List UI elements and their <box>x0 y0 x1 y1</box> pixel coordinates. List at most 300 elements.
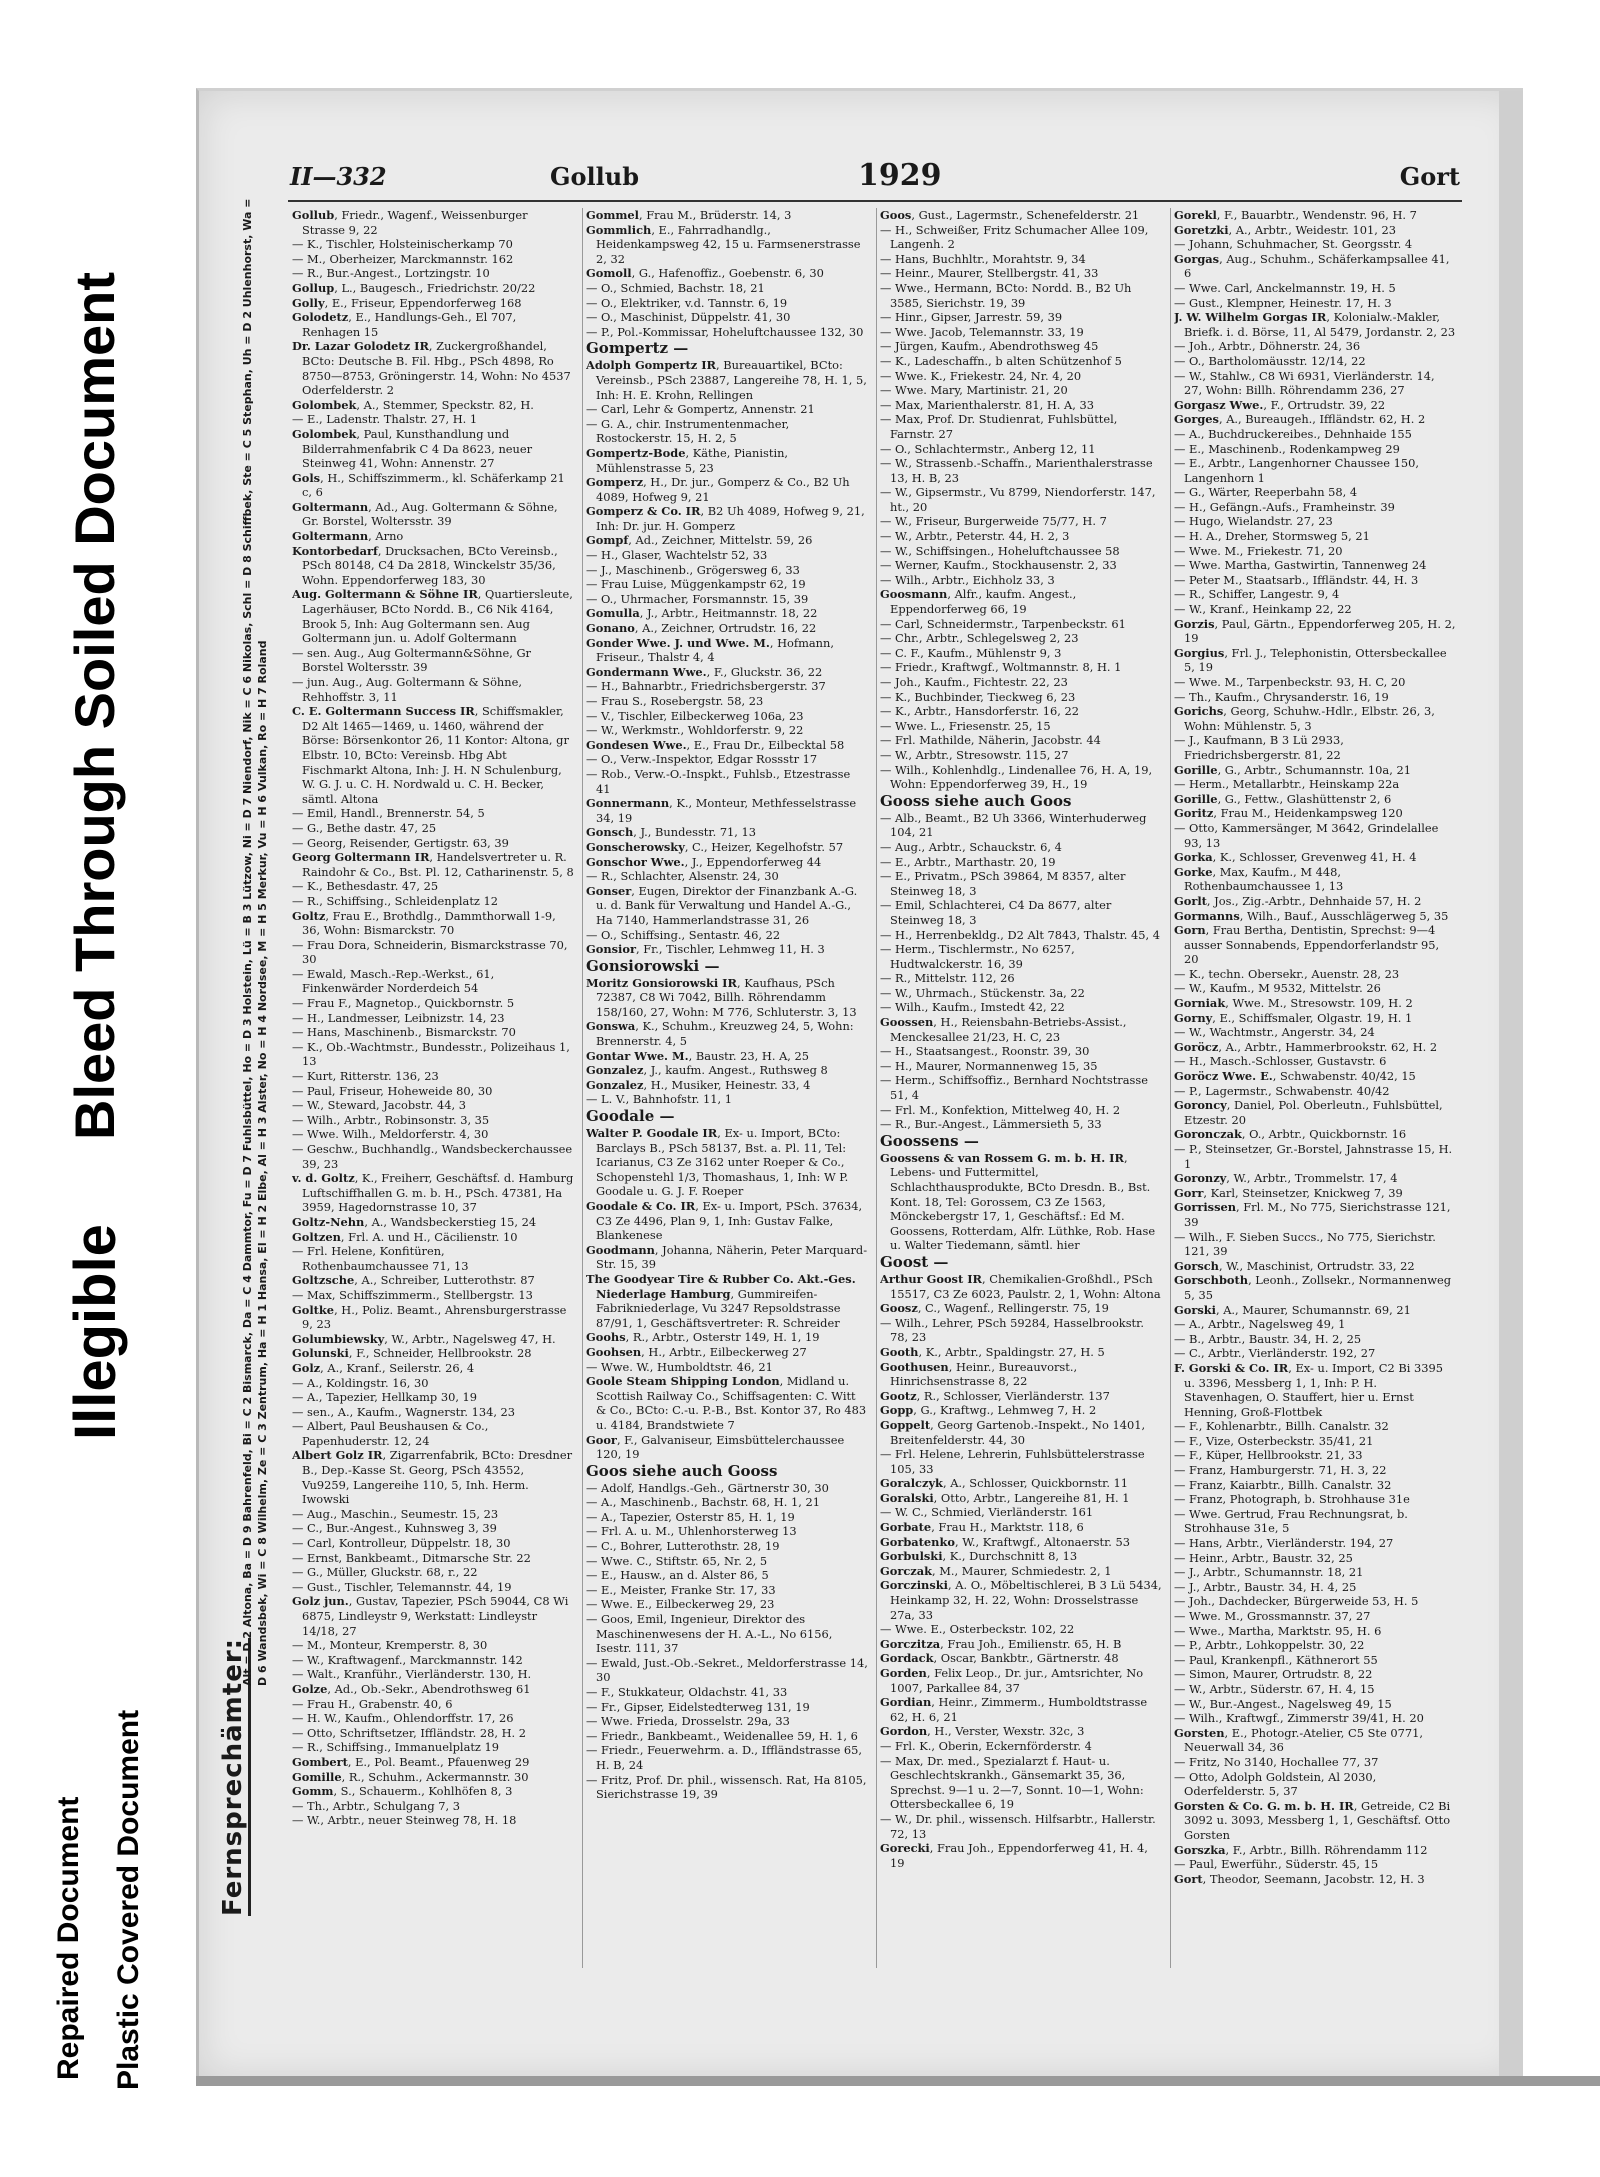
directory-entry: Kontorbedarf, Drucksachen, BCto Vereinsb., PSch 80148, C4 Da 2818, Winckelstr 35/36, Wohn. Eppendorferweg 183, 30 <box>292 543 558 587</box>
directory-entry: — R., Bur.-Angest., Lortzingstr. 10 <box>292 266 490 281</box>
directory-entry: Goltzsche, A., Schreiber, Lutterothstr. 87 <box>292 1273 535 1288</box>
directory-entry: — Frau H., Grabenstr. 40, 6 <box>292 1696 453 1711</box>
directory-entry: Gormanns, Wilh., Bauf., Ausschlägerweg 5, 35 <box>1174 908 1449 923</box>
directory-entry: — Frl. A. u. M., Uhlenhorsterweg 13 <box>586 1524 797 1539</box>
directory-entry: — Frau F., Magnetop., Quickbornstr. 5 <box>292 996 515 1011</box>
directory-entry: Gordon, H., Verster, Wexstr. 32c, 3 <box>880 1724 1085 1739</box>
directory-entry: — Aug., Arbtr., Schauckstr. 6, 4 <box>880 839 1062 854</box>
directory-entry: Goossen, H., Reiensbahn-Betriebs-Assist., Menckesallee 21/23, H. C, 23 <box>880 1015 1127 1044</box>
page-shadow <box>196 2076 1600 2086</box>
directory-entry: — O., Schiffsing., Sentastr. 46, 22 <box>586 927 781 942</box>
directory-entry: Gommlich, E., Fahrradhandlg., Heidenkampsweg 42, 15 u. Farmsenerstrasse 2, 32 <box>586 222 861 266</box>
directory-entry: — Wwe. Mary, Martinistr. 21, 20 <box>880 383 1068 398</box>
directory-entry: Goröcz Wwe. E., Schwabenstr. 40/42, 15 <box>1174 1069 1416 1084</box>
directory-entry: Gorgas, Aug., Schuhm., Schäferkampsallee 41, 6 <box>1174 251 1450 281</box>
repaired-stamp: Repaired Document <box>52 1796 85 2080</box>
directory-entry: Goodmann, Johanna, Näherin, Peter Marquard-Str. 15, 39 <box>586 1242 868 1272</box>
directory-entry: — W., Kraftwagenf., Marckmannstr. 142 <box>292 1652 523 1667</box>
directory-entry: — Hugo, Wielandstr. 27, 23 <box>1174 514 1333 529</box>
directory-entry: — Wwe. Frieda, Drosselstr. 29a, 33 <box>586 1714 790 1729</box>
directory-entry: Gorczinski, A. O., Möbeltischlerei, B 3 Lü 5434, Heinkamp 32, H. 22, Wohn: Drosselstrasse 27a, 33 <box>880 1578 1162 1622</box>
directory-entry: Goohsen, H., Arbtr., Eilbeckerweg 27 <box>586 1344 807 1359</box>
directory-entry: — Wilh., Arbtr., Robinsonstr. 3, 35 <box>292 1112 490 1127</box>
directory-entry: — W., Arbtr., Süderstr. 67, H. 4, 15 <box>1174 1681 1375 1696</box>
directory-entry: — H., Maurer, Normannenweg 15, 35 <box>880 1058 1098 1073</box>
directory-entry: Golly, E., Friseur, Eppendorferweg 168 <box>292 295 522 310</box>
directory-entry: — A., Arbtr., Nagelsweg 49, 1 <box>1174 1317 1346 1332</box>
directory-entry: — Fr., Gipser, Eidelstedterweg 131, 19 <box>586 1699 810 1714</box>
directory-entry: Gollup, L., Baugesch., Friedrichstr. 20/22 <box>292 280 536 295</box>
directory-entry: — Wwe. E., Osterbeckstr. 102, 22 <box>880 1622 1075 1637</box>
directory-entry: — Frl. K., Oberin, Eckernförderstr. 4 <box>880 1738 1092 1753</box>
directory-entry: Adolph Gompertz IR, Bureauartikel, BCto: Vereinsb., PSch 23887, Langereihe 78, H. 1, 5, Inh: H. E. Krohn, Rellingen <box>586 358 867 402</box>
directory-entry: — Frl. Mathilde, Näherin, Jacobstr. 44 <box>880 733 1101 748</box>
directory-entry: Gonschor Wwe., J., Eppendorferweg 44 <box>586 854 822 869</box>
directory-entry: Goohs, R., Arbtr., Osterstr 149, H. 1, 19 <box>586 1330 820 1345</box>
directory-entry: — H., Landmesser, Leibnizstr. 14, 23 <box>292 1010 505 1025</box>
directory-entry: — C., Bohrer, Lutterothstr. 28, 19 <box>586 1539 780 1554</box>
directory-entry: Goost — <box>880 1252 949 1271</box>
directory-entry: — C., Arbtr., Vierländerstr. 192, 27 <box>1174 1346 1376 1361</box>
directory-entry: — Th., Arbtr., Schulgang 7, 3 <box>292 1798 460 1813</box>
directory-entry: — A., Maschinenb., Bachstr. 68, H. 1, 21 <box>586 1495 820 1510</box>
directory-entry: — W. C., Schmied, Vierländerstr. 161 <box>880 1505 1094 1520</box>
directory-entry: — A., Koldingstr. 16, 30 <box>292 1375 429 1390</box>
directory-entry: — Walt., Kranführ., Vierländerstr. 130, H. <box>292 1667 532 1682</box>
directory-entry: — W., Wachtmstr., Angerstr. 34, 24 <box>1174 1025 1375 1040</box>
directory-entry: — O., Schmied, Bachstr. 18, 21 <box>586 280 765 295</box>
directory-entry: The Goodyear Tire & Rubber Co. Akt.-Ges. Niederlage Hamburg, Gummireifen-Fabrikniederlage, Vu 3247 Repsoldstrasse 87/91, 1, Geschäftsvertreter: R. Schreider <box>586 1271 856 1330</box>
page-edge <box>1499 91 1523 2079</box>
directory-entry: Gorsch, W., Maschinist, Ortrudstr. 33, 22 <box>1174 1258 1415 1273</box>
directory-entry: — W., Werkmstr., Wohldorferstr. 9, 22 <box>586 723 804 738</box>
directory-column-2 <box>586 208 868 1968</box>
directory-entry: — Franz, Kaiarbtr., Billh. Canalstr. 32 <box>1174 1477 1392 1492</box>
directory-entry: — Wwe., Martha, Marktstr. 95, H. 6 <box>1174 1623 1382 1638</box>
directory-entry: — Max, Schiffszimmerm., Stellbergstr. 13 <box>292 1287 533 1302</box>
directory-entry: — Wwe. L., Friesenstr. 25, 15 <box>880 718 1051 733</box>
directory-entry: Goor, F., Galvaniseur, Eimsbüttelerchaussee 120, 19 <box>586 1432 845 1462</box>
directory-entry: — sen., A., Kaufm., Wagnerstr. 134, 23 <box>292 1404 516 1419</box>
directory-entry: Gorsten & Co. G. m. b. H. IR, Getreide, C2 Bi 3092 u. 3093, Messberg 1, 1, Geschäftsf. Otto Gorsten <box>1174 1798 1451 1842</box>
directory-entry: Gonano, A., Zeichner, Ortrudstr. 16, 22 <box>586 621 817 636</box>
directory-entry: — O., Maschinist, Düppelstr. 41, 30 <box>586 310 791 325</box>
directory-entry: Goltzen, Frl. A. und H., Cäcilienstr. 10 <box>292 1229 518 1244</box>
directory-entry: Gorke, Max, Kaufm., M 448, Rothenbaumchaussee 1, 13 <box>1174 864 1344 894</box>
directory-entry: Gorges, A., Bureaugeh., Iffländstr. 62, H. 2 <box>1174 412 1426 427</box>
exchange-codes: Alt = D 2 Altona, Ba = D 9 Bahrenfeld, Bi = C 2 Bismarck, Da = C 4 Dammtor, Fu = D 7 Fuhlsbüttel, Ho = D 3 Holstein, Lü = B 3 Lützow, Ni = D 7 Niendorf, Nik = C 6 Nikolas, Schl = D 8 Schiffbek, Ste = C 5 Stephan, Uh = D 2 Uhlenhorst, Wa = D 6 Wandsbek, Wi = C 8 Wilhelm, Ze = C 3 Zentrum, Ha = H 1 Hansa, El = H 2 Elbe, Al = H 3 Alster, No = H 4 Nordsee, M = H 5 Merkur, Vu = H 6 Vulkan, Ro = H 7 Roland <box>241 198 269 1686</box>
header-first-entry: Gollub <box>550 162 639 191</box>
directory-entry: — H. A., Dreher, Stormsweg 5, 21 <box>1174 529 1370 544</box>
directory-entry: Goppelt, Georg Gartenob.-Inspekt., No 1401, Breitenfelderstr. 44, 30 <box>880 1417 1146 1447</box>
directory-entry: — W., Arbtr., neuer Steinweg 78, H. 18 <box>292 1813 517 1828</box>
directory-entry: — Fritz, No 3140, Hochallee 77, 37 <box>1174 1754 1379 1769</box>
directory-entry: — Herm., Schiffsoffiz., Bernhard Nochtstrasse 51, 4 <box>880 1073 1148 1103</box>
directory-entry: — Emil, Schlachterei, C4 Da 8677, alter Steinweg 18, 3 <box>880 898 1112 927</box>
directory-entry: Gorgasz Wwe., F., Ortrudstr. 39, 22 <box>1174 397 1386 412</box>
directory-entry: — H. W., Kaufm., Ohlendorffstr. 17, 26 <box>292 1711 514 1726</box>
directory-entry: — Carl, Lehr & Gompertz, Annenstr. 21 <box>586 402 815 417</box>
directory-entry: — Wwe. C., Stiftstr. 65, Nr. 2, 5 <box>586 1553 768 1568</box>
fernsprech-label: Fernsprechämter: <box>218 1638 251 1916</box>
directory-entry: Gorbatenko, W., Kraftwgf., Altonaerstr. 53 <box>880 1534 1130 1549</box>
directory-entry: — Friedr., Kraftwgf., Woltmannstr. 8, H. 1 <box>880 660 1122 675</box>
directory-entry: — J., Maschinenb., Grögersweg 6, 33 <box>586 562 800 577</box>
directory-entry: — Frau S., Rosebergstr. 58, 23 <box>586 694 764 708</box>
directory-entry: — B., Arbtr., Baustr. 34, H. 2, 25 <box>1174 1331 1362 1346</box>
directory-entry: — K., Bethesdastr. 47, 25 <box>292 879 439 894</box>
directory-entry: Moritz Gonsiorowski IR, Kaufhaus, PSch 72387, C8 Wi 7042, Billh. Röhrendamm 158/160, 27, Wohn: M 776, Schluterstr. 3, 13 <box>586 975 857 1019</box>
directory-entry: — Fritz, Prof. Dr. phil., wissensch. Rat, Ha 8105, Sierichstrasse 19, 39 <box>586 1772 867 1802</box>
page-number: II—332 <box>290 162 387 191</box>
directory-entry: — Emil, Handl., Brennerstr. 54, 5 <box>292 806 485 821</box>
directory-entry: — G., Wärter, Reeperbahn 58, 4 <box>1174 485 1358 500</box>
directory-entry: — H., Schweißer, Fritz Schumacher Allee 109, Langenh. 2 <box>880 222 1149 252</box>
directory-entry: Gondermann Wwe., F., Gluckstr. 36, 22 <box>586 664 823 679</box>
directory-entry: Gonzalez, H., Musiker, Heinestr. 33, 4 <box>586 1077 811 1092</box>
directory-entry: — G., Müller, Gluckstr. 68, r., 22 <box>292 1565 478 1580</box>
header-year: 1929 <box>858 158 942 193</box>
directory-entry: — Th., Kaufm., Chrysanderstr. 16, 19 <box>1174 689 1389 704</box>
directory-column-4 <box>1174 208 1456 1968</box>
directory-entry: — E., Meister, Franke Str. 17, 33 <box>586 1582 776 1597</box>
directory-entry: — M., Monteur, Kremperstr. 8, 30 <box>292 1638 488 1653</box>
directory-entry: — Frl. Helene, Lehrerin, Fuhlsbüttelerstrasse 105, 33 <box>880 1447 1145 1476</box>
directory-entry: — Paul, Ewerführ., Süderstr. 45, 15 <box>1174 1857 1379 1872</box>
directory-entry: — O., Verw.-Inspektor, Edgar Rossstr 17 <box>586 752 818 767</box>
directory-entry: Goodale — <box>586 1107 675 1126</box>
directory-column-3 <box>880 208 1162 1968</box>
directory-entry: Gonscherowsky, C., Heizer, Kegelhofstr. 57 <box>586 839 844 854</box>
directory-entry: Gorczak, M., Maurer, Schmiedestr. 2, 1 <box>880 1563 1112 1578</box>
directory-entry: — Wilh., Kraftwgf., Zimmerstr 39/41, H. 20 <box>1174 1711 1424 1726</box>
directory-entry: — H., Masch.-Schlosser, Gustavstr. 6 <box>1174 1054 1387 1069</box>
directory-entry: — H., Gefängn.-Aufs., Framheinstr. 39 <box>1174 499 1395 514</box>
directory-entry: — Wilh., Kaufm., Imstedt 42, 22 <box>880 1000 1065 1015</box>
directory-entry: Gomperz & Co. IR, B2 Uh 4089, Hofweg 9, 21, Inh: Dr. jur. H. Gomperz <box>586 504 865 533</box>
directory-entry: Goretzki, A., Arbtr., Weidestr. 101, 23 <box>1174 222 1396 237</box>
directory-entry: Gollub, Friedr., Wagenf., Weissenburger Strasse 9, 22 <box>292 208 528 237</box>
directory-entry: — Hinr., Gipser, Jarrestr. 59, 39 <box>880 310 1063 325</box>
page-header <box>290 158 1460 198</box>
directory-entry: — Wilh., Lehrer, PSch 59284, Hasselbrookstr. 78, 23 <box>880 1315 1144 1345</box>
directory-entry: — F., Küper, Hellbrookstr. 21, 33 <box>1174 1448 1363 1463</box>
directory-entry: — P., Steinsetzer, Gr.-Borstel, Jahnstrasse 15, H. 1 <box>1174 1142 1453 1171</box>
directory-entry: F. Gorski & Co. IR, Ex- u. Import, C2 Bi 3395 u. 3396, Messberg 1, 1, Inh: P. H. Stavenhagen, O. Stauffert, hier u. Ernst Henning, Groß-Flottbek <box>1174 1360 1443 1419</box>
directory-entry: — J., Kaufmann, B 3 Lü 2933, Friedrichsbergerstr. 81, 22 <box>1174 733 1344 762</box>
directory-entry: Gorschboth, Leonh., Zollsekr., Normannenweg 5, 35 <box>1174 1273 1451 1302</box>
directory-entry: — Jürgen, Kaufm., Abendrothsweg 45 <box>880 339 1099 354</box>
directory-entry: Goole Steam Shipping London, Midland u. Scottish Railway Co., Schiffsagenten: C. Witt & Co., BCto: C.-u. P.-B., Bst. Kontor 37, Ro 483 u. 4184, Brandstwiete 7 <box>586 1374 867 1432</box>
column-divider <box>582 208 583 1968</box>
directory-entry: Goos, Gust., Lagermstr., Schenefelderstr. 21 <box>880 208 1140 222</box>
directory-entry: Gondesen Wwe., E., Frau Dr., Eilbecktal 58 <box>586 737 845 752</box>
directory-entry: — Johann, Schuhmacher, St. Georgsstr. 4 <box>1174 237 1413 252</box>
directory-entry: — F., Kohlenarbtr., Billh. Canalstr. 32 <box>1174 1419 1389 1434</box>
directory-entry: — Wilh., F. Sieben Succs., No 775, Sierichstr. 121, 39 <box>1174 1229 1436 1259</box>
directory-entry: — P., Lagermstr., Schwabenstr. 40/42 <box>1174 1083 1390 1098</box>
directory-entry: — jun. Aug., Aug. Goltermann & Söhne, Rehhoffstr. 3, 11 <box>292 675 522 704</box>
directory-entry: — L. V., Bahnhofstr. 11, 1 <box>586 1092 732 1107</box>
directory-entry: — W., Stahlw., C8 Wi 6931, Vierländerstr. 14, 27, Wohn: Billh. Röhrendamm 236, 27 <box>1174 368 1435 398</box>
directory-entry: Gonzalez, J., kaufm. Angest., Ruthsweg 8 <box>586 1063 828 1078</box>
directory-entry: Golunski, F., Schneider, Hellbrookstr. 28 <box>292 1346 532 1361</box>
directory-entry: Gordian, Heinr., Zimmerm., Humboldtstrasse 62, H. 6, 21 <box>880 1695 1148 1724</box>
directory-entry: Goronczak, O., Arbtr., Quickbornstr. 16 <box>1174 1127 1407 1142</box>
directory-entry: — K., Ladeschaffn., b alten Schützenhof 5 <box>880 353 1122 368</box>
directory-entry: — Aug., Maschin., Seumestr. 15, 23 <box>292 1506 499 1521</box>
directory-entry: Gonser, Eugen, Direktor der Finanzbank A.-G. u. d. Bank für Verwaltung und Handel A.-G., Ha 7140, Hammerlandstrasse 31, 26 <box>586 883 858 927</box>
directory-entry: — F., Stukkateur, Oldachstr. 41, 33 <box>586 1685 788 1699</box>
directory-entry: — Otto, Schriftsetzer, Iffländstr. 28, H. 2 <box>292 1725 527 1740</box>
directory-entry: — Ewald, Masch.-Rep.-Werkst., 61, Finkenwärder Norderdeich 54 <box>292 966 495 996</box>
directory-entry: — F., Vize, Osterbeckstr. 35/41, 21 <box>1174 1433 1374 1448</box>
directory-entry: Golumbiewsky, W., Arbtr., Nagelsweg 47, H. <box>292 1331 556 1346</box>
column-divider <box>876 208 877 1968</box>
directory-entry: Gomperz, H., Dr. jur., Gomperz & Co., B2 Uh 4089, Hofweg 9, 21 <box>586 475 850 504</box>
directory-entry: Gommel, Frau M., Brüderstr. 14, 3 <box>586 208 792 222</box>
directory-entry: Goltermann, Ad., Aug. Goltermann & Söhne, Gr. Borstel, Woltersstr. 39 <box>292 499 558 529</box>
directory-entry: Gontar Wwe. M., Baustr. 23, H. A, 25 <box>586 1048 810 1063</box>
directory-entry: — R., Schlachter, Alsenstr. 24, 30 <box>586 869 779 884</box>
directory-entry: Goos siehe auch Gooss <box>586 1461 778 1480</box>
directory-entry: — Peter M., Staatsarb., Iffländstr. 44, H. 3 <box>1174 572 1419 587</box>
directory-entry: — Heinr., Arbtr., Baustr. 32, 25 <box>1174 1550 1353 1565</box>
directory-entry: Gonsiorowski — <box>586 956 720 975</box>
directory-entry: Gort, Theodor, Seemann, Jacobstr. 12, H. 3 <box>1174 1871 1425 1886</box>
directory-entry: Goltke, H., Poliz. Beamt., Ahrensburgerstrasse 9, 23 <box>292 1302 567 1332</box>
directory-entry: — E., Arbtr., Langenhorner Chaussee 150, Langenhorn 1 <box>1174 456 1419 485</box>
directory-entry: — W., Steward, Jacobstr. 44, 3 <box>292 1098 466 1113</box>
directory-entry: — Simon, Maurer, Ortrudstr. 8, 22 <box>1174 1667 1373 1682</box>
directory-entry: — Alb., Beamt., B2 Uh 3366, Winterhuderweg 104, 21 <box>880 810 1147 840</box>
directory-entry: Arthur Goost IR, Chemikalien-Großhdl., PSch 15517, C3 Ze 6023, Paulstr. 2, 1, Wohn: Altona <box>880 1271 1161 1301</box>
directory-entry: Gonder Wwe. J. und Wwe. M., Hofmann, Friseur., Thalstr 4, 4 <box>586 635 834 665</box>
directory-entry: Gorden, Felix Leop., Dr. jur., Amtsrichter, No 1007, Parkallee 84, 37 <box>880 1666 1144 1695</box>
directory-entry: — Herm., Tischlermstr., No 6257, Hudtwalckerstr. 16, 39 <box>880 942 1075 971</box>
directory-entry: — Ewald, Just.-Ob.-Sekret., Meldorferstrasse 14, 30 <box>586 1655 868 1685</box>
directory-entry: Gols, H., Schiffszimmerm., kl. Schäferkamp 21 c, 6 <box>292 470 565 500</box>
directory-entry: — E., Ladenstr. Thalstr. 27, H. 1 <box>292 412 478 427</box>
directory-entry: — Frau Dora, Schneiderin, Bismarckstrasse 70, 30 <box>292 937 568 967</box>
directory-entry: Gorka, K., Schlosser, Grevenweg 41, H. 4 <box>1174 850 1417 865</box>
directory-entry: — O., Bartholomäusstr. 12/14, 22 <box>1174 353 1366 368</box>
directory-entry: — H., Staatsangest., Roonstr. 39, 30 <box>880 1044 1090 1059</box>
directory-entry: Albert Golz IR, Zigarrenfabrik, BCto: Dresdner B., Dep.-Kasse St. Georg, PSch 43552, Vu9259, Langereihe 110, 5, Inh. Herm. Iwowski <box>292 1448 573 1507</box>
directory-entry: — W., Kranf., Heinkamp 22, 22 <box>1174 602 1352 617</box>
directory-entry: — Wwe. M., Friekestr. 71, 20 <box>1174 543 1343 558</box>
directory-entry: Gooth, K., Arbtr., Spaldingstr. 27, H. 5 <box>880 1344 1105 1359</box>
directory-entry: — Max, Marienthalerstr. 81, H. A, 33 <box>880 397 1095 412</box>
directory-entry: Goralczyk, A., Schlosser, Quickbornstr. 11 <box>880 1476 1129 1491</box>
directory-entry: — Herm., Metallarbtr., Heinskamp 22a <box>1174 777 1400 792</box>
directory-entry: Gorczitza, Frau Joh., Emilienstr. 65, H. B <box>880 1636 1122 1651</box>
directory-entry: Goodale & Co. IR, Ex- u. Import, PSch. 37634, C3 Ze 4496, Plan 9, 1, Inh: Gustav Falke, Blankenese <box>586 1199 863 1243</box>
directory-entry: — Werner, Kaufm., Stockhausenstr. 2, 33 <box>880 558 1117 573</box>
directory-entry: Gorr, Karl, Steinsetzer, Knickweg 7, 39 <box>1174 1185 1403 1200</box>
directory-entry: Goritz, Frau M., Heidenkampsweg 120 <box>1174 806 1403 821</box>
directory-entry: Walter P. Goodale IR, Ex- u. Import, BCto: Barclays B., PSch 58137, Bst. a. Pl. 11, Tel: Icarianus, C3 Ze 3162 unter Roeper & Co., Schopenstehl 1/3, Thomashaus, 1, Inh: W P. Goodale u. G. J. F. Roeper <box>586 1126 849 1199</box>
directory-entry: — G. A., chir. Instrumentenmacher, Rostockerstr. 15, H. 2, 5 <box>586 416 790 446</box>
directory-entry: — Wwe. K., Friekestr. 24, Nr. 4, 20 <box>880 368 1082 383</box>
directory-entry: Gorzis, Paul, Gärtn., Eppendorferweg 205, H. 2, 19 <box>1174 616 1456 646</box>
directory-entry: — Otto, Kammersänger, M 3642, Grindelallee 93, 13 <box>1174 820 1439 850</box>
directory-entry: — Wwe. Martha, Gastwirtin, Tannenweg 24 <box>1174 558 1427 573</box>
directory-entry: — Franz, Hamburgerstr. 71, H. 3, 22 <box>1174 1463 1387 1478</box>
directory-entry: — P., Arbtr., Lohkoppelstr. 30, 22 <box>1174 1638 1365 1653</box>
directory-entry: — Kurt, Ritterstr. 136, 23 <box>292 1069 439 1084</box>
directory-entry: — Georg, Reisender, Gertigstr. 63, 39 <box>292 835 509 850</box>
directory-entry: — C., Bur.-Angest., Kuhnsweg 3, 39 <box>292 1521 497 1536</box>
directory-entry: — R., Bur.-Angest., Lämmersieth 5, 33 <box>880 1117 1102 1132</box>
directory-entry: Goossens — <box>880 1131 979 1150</box>
directory-entry: — Geschw., Buchhandlg., Wandsbeckerchaussee 39, 23 <box>292 1142 573 1171</box>
directory-entry: Gorgius, Frl. J., Telephonistin, Ottersbeckallee 5, 19 <box>1174 645 1447 675</box>
directory-entry: — E., Privatm., PSch 39864, M 8357, alter Steinweg 18, 3 <box>880 869 1126 898</box>
directory-entry: Golombek, A., Stemmer, Speckstr. 82, H. <box>292 397 534 412</box>
directory-entry: — Paul, Friseur, Hoheweide 80, 30 <box>292 1083 493 1098</box>
directory-entry: — Wwe. W., Humboldtstr. 46, 21 <box>586 1359 773 1374</box>
directory-entry: Gorrissen, Frl. M., No 775, Sierichstrasse 121, 39 <box>1174 1200 1451 1229</box>
header-last-entry: Gort <box>1399 162 1460 191</box>
directory-entry: — K., techn. Obersekr., Auenstr. 28, 23 <box>1174 966 1400 981</box>
directory-entry: Gompertz-Bode, Käthe, Pianistin, Mühlenstrasse 5, 23 <box>586 445 789 475</box>
directory-entry: — H., Glaser, Wachtelstr 52, 33 <box>586 548 768 563</box>
directory-entry: — W., Gipsermstr., Vu 8799, Niendorferstr. 147, ht., 20 <box>880 485 1156 514</box>
directory-entry: Goosmann, Alfr., kaufm. Angest., Eppendorferweg 66, 19 <box>880 587 1077 617</box>
directory-entry: — H., Herrenbekldg., D2 Alt 7843, Thalstr. 45, 4 <box>880 927 1160 942</box>
directory-entry: — R., Schiffsing., Immanuelplatz 19 <box>292 1740 500 1755</box>
directory-entry: — Wwe. Carl, Anckelmannstr. 19, H. 5 <box>1174 280 1396 295</box>
directory-entry: — A., Buchdruckereibes., Dehnhaide 155 <box>1174 426 1412 441</box>
column-divider <box>1170 208 1171 1968</box>
directory-entry: — W., Bur.-Angest., Nagelsweg 49, 15 <box>1174 1696 1392 1711</box>
header-rule <box>288 200 1462 202</box>
directory-entry: Gorsten, E., Photogr.-Atelier, C5 Ste 0771, Neuerwall 34, 36 <box>1174 1725 1423 1755</box>
directory-entry: — Max, Prof. Dr. Studienrat, Fuhlsbüttel, Farnstr. 27 <box>880 412 1118 441</box>
directory-entry: — Wilh., Arbtr., Eichholz 33, 3 <box>880 572 1055 587</box>
directory-entry: Gomulla, J., Arbtr., Heitmannstr. 18, 22 <box>586 606 818 621</box>
directory-entry: — E., Arbtr., Marthastr. 20, 19 <box>880 854 1056 869</box>
directory-entry: — Wilh., Kohlenhdlg., Lindenallee 76, H. A, 19, Wohn: Eppendorferweg 39, H., 19 <box>880 762 1153 792</box>
directory-entry: — E., Hausw., an d. Alster 86, 5 <box>586 1568 769 1583</box>
directory-entry: Dr. Lazar Golodetz IR, Zuckergroßhandel, BCto: Deutsche B. Fil. Hbg., PSch 4898, Ro 8750—8753, Gröningerstr. 14, Wohn: No 4537 Oderfelderstr. 2 <box>292 339 571 398</box>
directory-entry: — K., Tischler, Holsteinischerkamp 70 <box>292 237 513 252</box>
directory-entry: — K., Buchbinder, Tieckweg 6, 23 <box>880 689 1076 704</box>
directory-entry: — Frl. Helene, Konfitüren, Rothenbaumchaussee 71, 13 <box>292 1244 469 1273</box>
directory-entry: Goronzy, W., Arbtr., Trommelstr. 17, 4 <box>1174 1171 1398 1186</box>
directory-entry: Georg Goltermann IR, Handelsvertreter u. R. Raindohr & Co., Bst. Pl. 12, Catharinenstr. 5, 8 <box>292 850 574 879</box>
directory-entry: — Carl, Kontrolleur, Düppelstr. 18, 30 <box>292 1536 511 1551</box>
directory-entry: — W., Dr. phil., wissensch. Hilfsarbtr., Hallerstr. 72, 13 <box>880 1811 1156 1841</box>
illegible-stamp: Illegible <box>63 1224 128 1440</box>
directory-entry: Gordack, Oscar, Bankbtr., Gärtnerstr. 48 <box>880 1651 1119 1666</box>
directory-entry: — Joh., Kaufm., Fichtestr. 22, 23 <box>880 675 1068 689</box>
directory-entry: — G., Bethe dastr. 47, 25 <box>292 820 437 835</box>
directory-entry: Goossens & van Rossem G. m. b. H. IR, Lebens- und Futtermittel, Schlachthausprodukte, BCto Dresdn. B., Bst. Kont. 18, Tel: Gorossem, C3 Ze 1563, Mönckebergstr 17, 1, Geschäftsf.: Ed M. Goossens, Rotterdam, Alfr. Lüthke, Rob. Hase u. Walter Tiedemann, sämtl. hier <box>880 1150 1156 1253</box>
directory-entry: — R., Mittelstr. 112, 26 <box>880 971 1015 986</box>
directory-entry: — O., Uhrmacher, Forsmannstr. 15, 39 <box>586 591 809 606</box>
directory-entry: Goltz-Nehn, A., Wandsbeckerstieg 15, 24 <box>292 1214 537 1229</box>
directory-entry: Gomm, S., Schauerm., Kohlhöfen 8, 3 <box>292 1784 513 1799</box>
directory-entry: Golz jun., Gustav, Tapezier, PSch 59044, C8 Wi 6875, Lindleystr 9, Werkstatt: Lindleystr 14/18, 27 <box>292 1594 569 1638</box>
directory-entry: — Friedr., Feuerwehrm. a. D., Iffländstrasse 65, H. B, 24 <box>586 1743 863 1772</box>
directory-entry: — Hans, Arbtr., Vierländerstr. 194, 27 <box>1174 1536 1394 1551</box>
directory-entry: Gorille, G., Fettw., Glashüttenstr 2, 6 <box>1174 791 1392 806</box>
directory-entry: — Wwe. Jacob, Telemannstr. 33, 19 <box>880 324 1084 339</box>
directory-entry: — O., Elektriker, v.d. Tannstr. 6, 19 <box>586 295 788 310</box>
directory-entry: Gorichs, Georg, Schuhw.-Hdlr., Elbstr. 26, 3, Wohn: Mühlenstr. 5, 3 <box>1174 704 1435 733</box>
directory-entry: — W., Uhrmach., Stückenstr. 3a, 22 <box>880 985 1085 1000</box>
directory-entry: — Wwe., Hermann, BCto: Nordd. B., B2 Uh 3585, Sierichstr. 19, 39 <box>880 280 1132 310</box>
directory-entry: — C. F., Kaufm., Mühlenstr 9, 3 <box>880 645 1062 660</box>
directory-entry: Gooss siehe auch Goos <box>880 791 1072 810</box>
directory-entry: Goralski, Otto, Arbtr., Langereihe 81, H. 1 <box>880 1490 1130 1505</box>
directory-entry: Gorszka, F., Arbtr., Billh. Röhrendamm 112 <box>1174 1842 1428 1857</box>
directory-entry: Goosz, C., Wagenf., Rellingerstr. 75, 19 <box>880 1301 1109 1316</box>
directory-entry: Gomille, R., Schuhm., Ackermannstr. 30 <box>292 1769 529 1784</box>
directory-entry: Gompertz — <box>586 339 689 358</box>
directory-entry: — W., Kaufm., M 9532, Mittelstr. 26 <box>1174 981 1381 996</box>
directory-entry: Golze, Ad., Ob.-Sekr., Abendrothsweg 61 <box>292 1681 531 1696</box>
directory-entry: Goltermann, Arno <box>292 529 404 544</box>
directory-entry: — Max, Dr. med., Spezialarzt f. Haut- u. Geschlechtskrankh., Gänsemarkt 35, 36, Sprechst. 9—1 u. 2—7, Sonnt. 10—1, Wohn: Ottersbeckallee 6, 19 <box>880 1753 1144 1812</box>
directory-entry: — Wwe. M., Grossmannstr. 37, 27 <box>1174 1609 1371 1623</box>
directory-entry: v. d. Goltz, K., Freiherr, Geschäftsf. d. Hamburg Luftschiffhallen G. m. b. H., PSch. 47381, Ha 3959, Hagedornstrasse 10, 37 <box>292 1171 574 1215</box>
directory-entry: Golz, A., Kranf., Seilerstr. 26, 4 <box>292 1360 475 1375</box>
directory-entry: Gonsch, J., Bundesstr. 71, 13 <box>586 825 757 840</box>
directory-entry: — J., Arbtr., Schumannstr. 18, 21 <box>1174 1565 1364 1580</box>
directory-entry: — K., Ob.-Wachtmstr., Bundesstr., Polizeihaus 1, 13 <box>292 1039 570 1069</box>
directory-entry: Goothusen, Heinr., Bureauvorst., Hinrichsenstrasse 8, 22 <box>880 1359 1078 1389</box>
telephone-exchange-strip <box>218 176 269 1916</box>
directory-entry: Gorekl, F., Bauarbtr., Wendenstr. 96, H. 7 <box>1174 208 1417 222</box>
directory-entry: — Ernst, Bankbeamt., Ditmarsche Str. 22 <box>292 1550 531 1565</box>
directory-entry: Gorn, Frau Bertha, Dentistin, Sprechst: 9—4 ausser Sonnabends, Eppendorferlandstr 95, 20 <box>1174 923 1440 967</box>
directory-entry: Goltz, Frau E., Brothdlg., Dammthorwall 1-9, 36, Wohn: Bismarckstr. 70 <box>292 908 556 938</box>
directory-entry: — Friedr., Bankbeamt., Weidenallee 59, H. 1, 6 <box>586 1728 858 1743</box>
directory-entry: — O., Schlachtermstr., Anberg 12, 11 <box>880 441 1096 456</box>
directory-entry: — H., Bahnarbtr., Friedrichsbergerstr. 37 <box>586 679 826 694</box>
directory-entry: — W., Arbtr., Stresowstr. 115, 27 <box>880 747 1069 762</box>
directory-entry: — Goos, Emil, Ingenieur, Direktor des Maschinenwesens der H. A.-L., No 6156, Isestr. 111, 37 <box>586 1612 833 1656</box>
directory-entry: Gonswa, K., Schuhm., Kreuzweg 24, 5, Wohn: Brennerstr. 4, 5 <box>586 1019 854 1049</box>
directory-entry: Golombek, Paul, Kunsthandlung und Bilderrahmenfabrik C 4 Da 8623, neuer Steinweg 41, Wohn: Annenstr. 27 <box>292 426 533 471</box>
directory-entry: Gopp, G., Kraftwg., Lehmweg 7, H. 2 <box>880 1403 1097 1418</box>
directory-entry: — Wwe. Wilh., Meldorferstr. 4, 30 <box>292 1127 489 1142</box>
directory-entry: Gorbate, Frau H., Marktstr. 118, 6 <box>880 1520 1084 1535</box>
directory-entry: — A., Tapezier, Osterstr 85, H. 1, 19 <box>586 1509 795 1524</box>
directory-entry: Gombert, E., Pol. Beamt., Pfauenweg 29 <box>292 1754 530 1769</box>
directory-entry: — Wwe. E., Eilbeckerweg 29, 23 <box>586 1597 775 1612</box>
directory-entry: Gorlt, Jos., Zig.-Arbtr., Dehnhaide 57, H. 2 <box>1174 893 1422 908</box>
directory-entry: — M., Oberheizer, Marckmannstr. 162 <box>292 251 514 266</box>
directory-entry: Gonsior, Fr., Tischler, Lehmweg 11, H. 3 <box>586 942 825 957</box>
directory-entry: Gorbulski, K., Durchschnitt 8, 13 <box>880 1549 1078 1564</box>
directory-entry: — Otto, Adolph Goldstein, Al 2030, Oderfelderstr. 5, 37 <box>1174 1769 1377 1799</box>
directory-entry: — Gust., Klempner, Heinestr. 17, H. 3 <box>1174 295 1392 310</box>
directory-entry: C. E. Goltermann Success IR, Schiffsmakler, D2 Alt 1465—1469, u. 1460, während der Börse: Börsenkontor 26, 11 Kontor: Altona, gr Elbstr. 10, BCto: Vereinsb. Hbg Abt Fischmarkt Altona, Inh: J. H. N Schulenburg, W. G. J. u. C. H. Nordwald u. C. H. Becker, sämtl. Altona <box>292 704 569 806</box>
directory-column-1 <box>292 208 574 1968</box>
directory-entry: — K., Arbtr., Hansdorferstr. 16, 22 <box>880 704 1079 719</box>
directory-entry: — R., Schiffer, Langestr. 9, 4 <box>1174 587 1340 602</box>
directory-entry: — E., Maschinenb., Rodenkampweg 29 <box>1174 441 1400 456</box>
directory-entry: Goroncy, Daniel, Pol. Oberleutn., Fuhlsbüttel, Etzestr. 20 <box>1174 1098 1443 1127</box>
directory-entry: — sen. Aug., Aug Goltermann&Söhne, Gr Borstel Woltersstr. 39 <box>292 645 531 675</box>
directory-entry: — Paul, Krankenpfl., Käthnerort 55 <box>1174 1652 1378 1667</box>
directory-entry: — J., Arbtr., Baustr. 34, H. 4, 25 <box>1174 1579 1357 1594</box>
directory-entry: Gonnermann, K., Monteur, Methfesselstrasse 34, 19 <box>586 796 857 825</box>
